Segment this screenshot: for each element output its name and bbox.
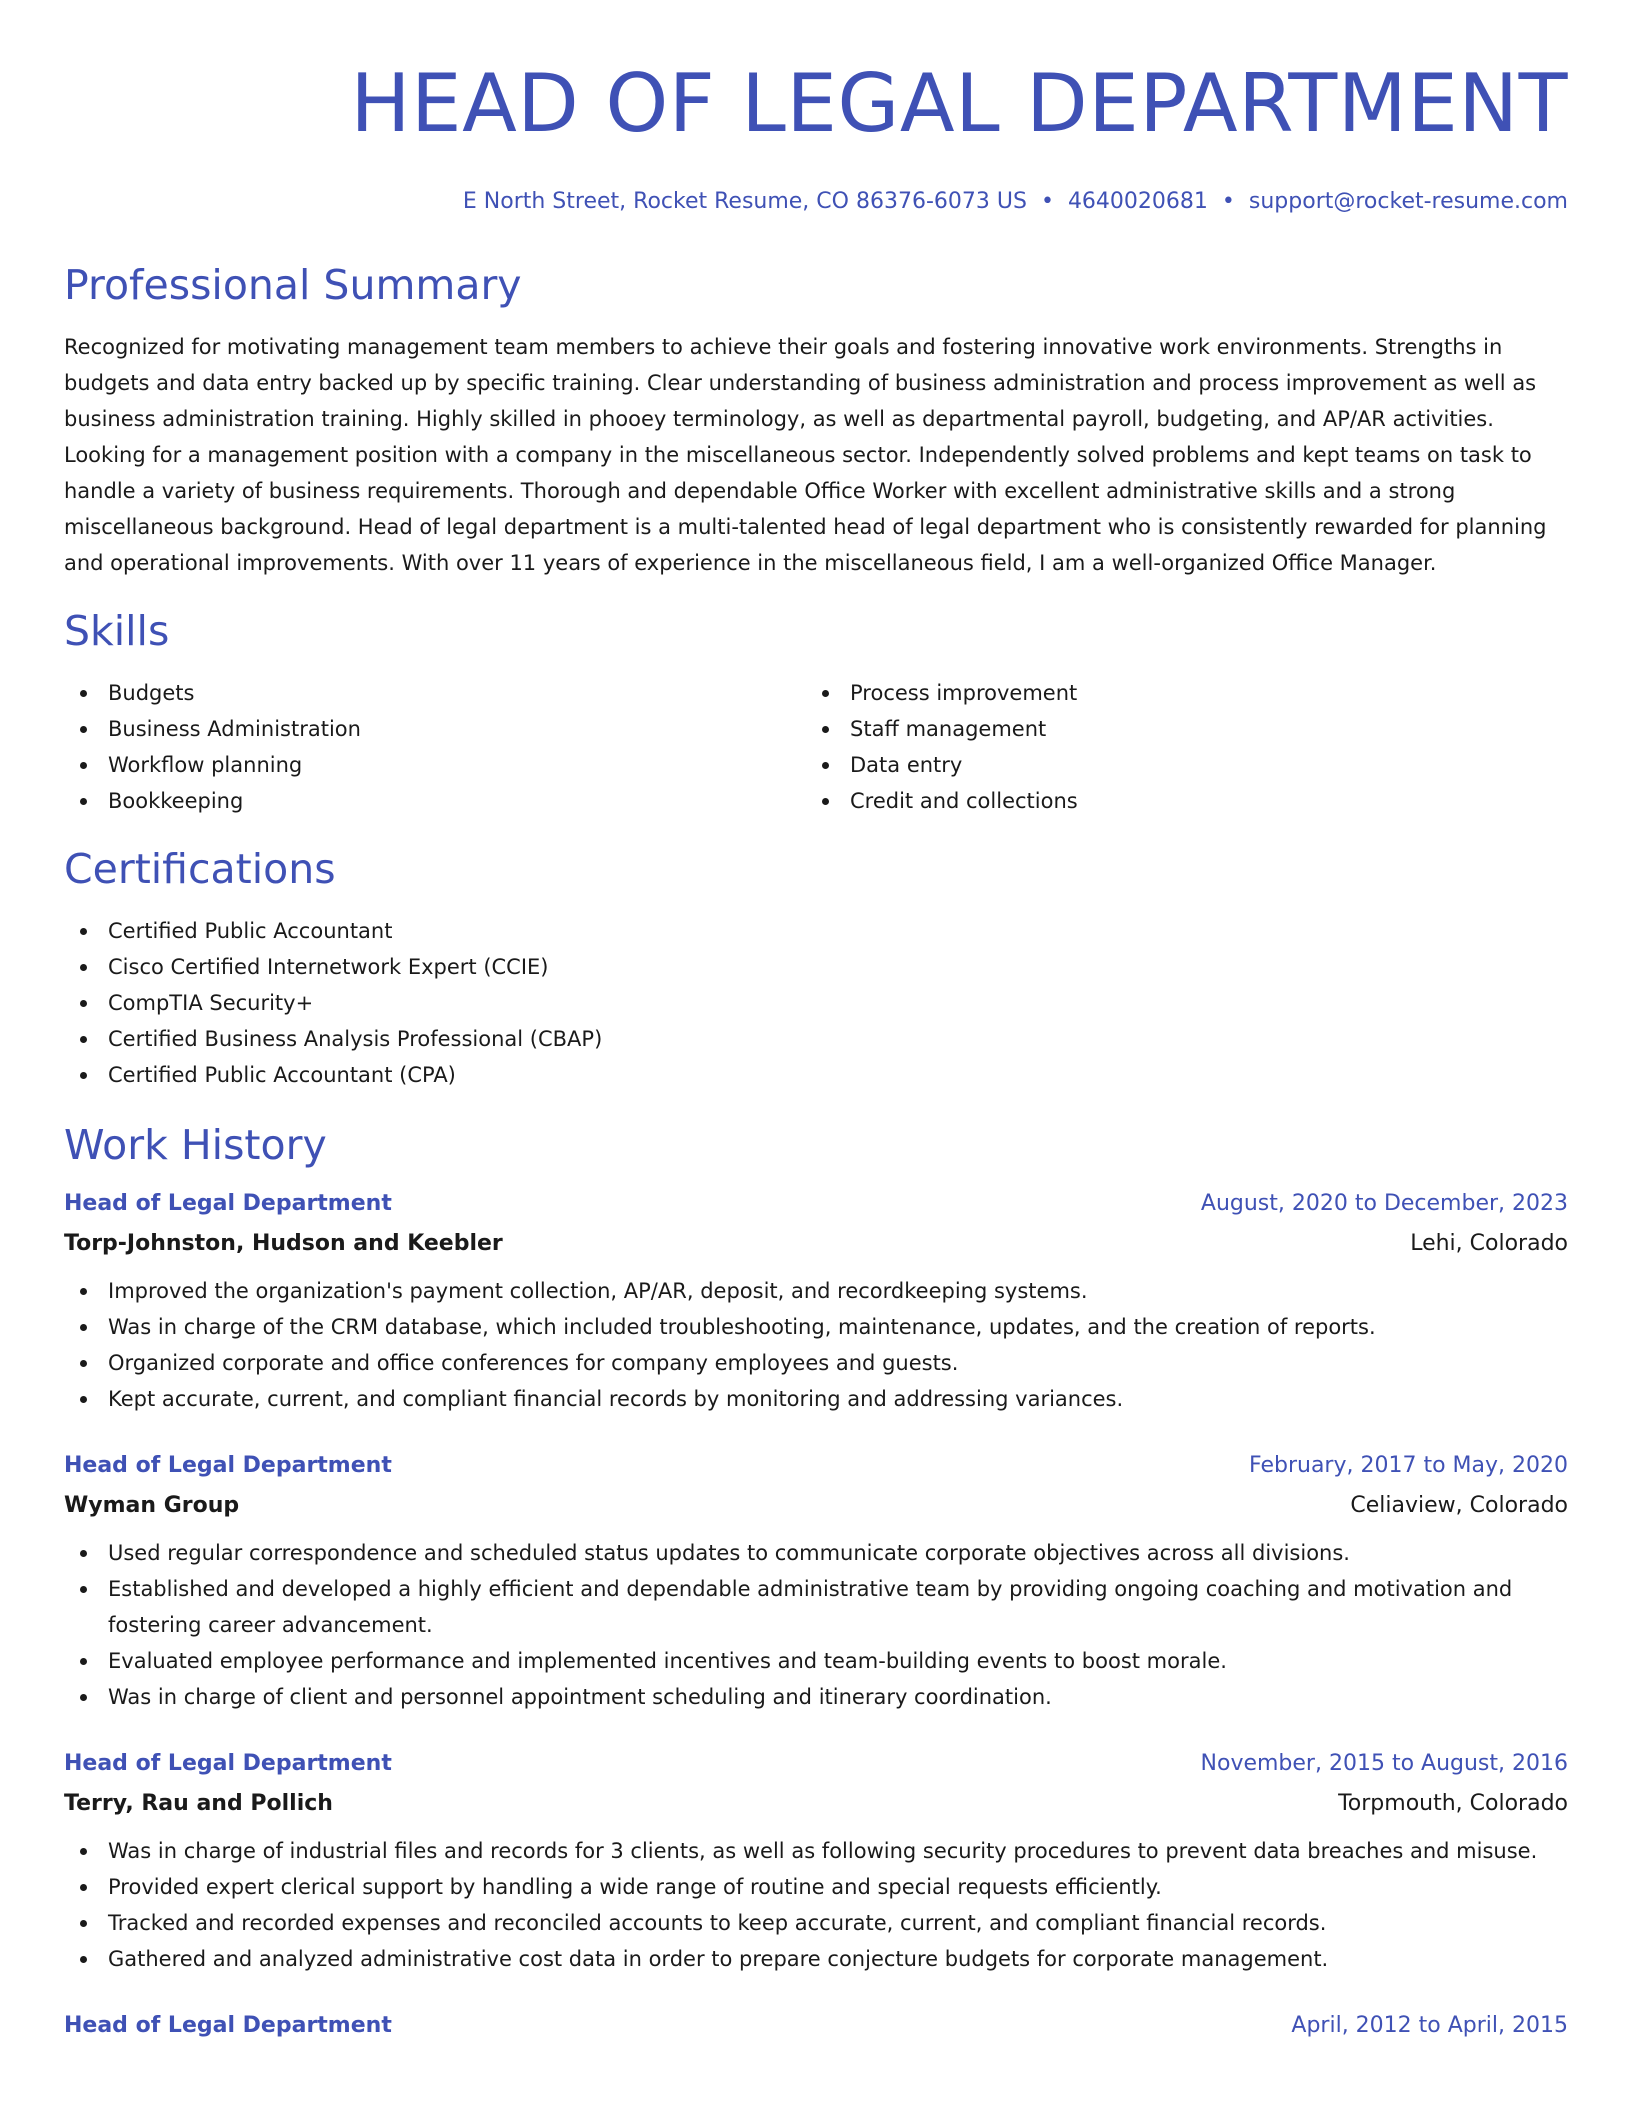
contact-phone: 4640020681 bbox=[1067, 189, 1208, 214]
resume-page bbox=[64, 0, 1568, 2041]
job-header bbox=[64, 1189, 1568, 1219]
certification-item: Certified Public Accountant bbox=[64, 913, 1568, 949]
job-dates: February, 2017 to May, 2020 bbox=[1249, 1453, 1568, 1478]
certifications-list bbox=[64, 913, 1568, 1093]
contact-email[interactable]: support@rocket-resume.com bbox=[1248, 189, 1568, 214]
resume-title: HEAD OF LEGAL DEPARTMENT bbox=[350, 57, 1568, 150]
skills-column-left bbox=[64, 675, 806, 819]
job-location: Celiaview, Colorado bbox=[1350, 1493, 1568, 1518]
job-title: Head of Legal Department bbox=[64, 1453, 392, 1478]
job-dates: November, 2015 to August, 2016 bbox=[1200, 1751, 1568, 1776]
job-bullet: Organized corporate and office conferences for company employees and guests. bbox=[64, 1345, 1568, 1381]
job-title: Head of Legal Department bbox=[64, 1751, 392, 1776]
certifications-heading: Certifications bbox=[64, 845, 336, 893]
job-entry bbox=[64, 1749, 1568, 1977]
job-entry bbox=[64, 2011, 1568, 2041]
contact-address: E North Street, Rocket Resume, CO 86376-6073 US bbox=[462, 189, 1027, 214]
certification-item: CompTIA Security+ bbox=[64, 985, 1568, 1021]
job-bullets bbox=[64, 1833, 1568, 1977]
job-header bbox=[64, 2011, 1568, 2041]
skills-heading: Skills bbox=[64, 607, 170, 655]
skill-item: Business Administration bbox=[64, 711, 806, 747]
skill-item: Data entry bbox=[806, 747, 1548, 783]
certification-item: Cisco Certified Internetwork Expert (CCIE) bbox=[64, 949, 1568, 985]
job-entry bbox=[64, 1189, 1568, 1417]
job-bullet: Evaluated employee performance and implemented incentives and team-building events to boost morale. bbox=[64, 1643, 1568, 1679]
job-bullet: Kept accurate, current, and compliant financial records by monitoring and addressing variances. bbox=[64, 1381, 1568, 1417]
job-bullet: Was in charge of the CRM database, which included troubleshooting, maintenance, updates, and the creation of reports. bbox=[64, 1309, 1568, 1345]
job-dates: August, 2020 to December, 2023 bbox=[1200, 1191, 1568, 1216]
certification-item: Certified Public Accountant (CPA) bbox=[64, 1057, 1568, 1093]
job-bullet: Was in charge of client and personnel appointment scheduling and itinerary coordination. bbox=[64, 1679, 1568, 1715]
job-dates: April, 2012 to April, 2015 bbox=[1291, 2013, 1568, 2038]
job-header bbox=[64, 1451, 1568, 1481]
job-bullet: Was in charge of industrial files and records for 3 clients, as well as following security procedures to prevent data breaches and misuse. bbox=[64, 1833, 1568, 1869]
job-bullet: Improved the organization's payment collection, AP/AR, deposit, and recordkeeping systems. bbox=[64, 1273, 1568, 1309]
job-subheader bbox=[64, 1789, 1568, 1819]
skill-item: Staff management bbox=[806, 711, 1548, 747]
work-history-heading: Work History bbox=[64, 1121, 327, 1169]
job-subheader bbox=[64, 1229, 1568, 1259]
job-subheader bbox=[64, 1491, 1568, 1521]
skill-item: Process improvement bbox=[806, 675, 1548, 711]
job-header bbox=[64, 1749, 1568, 1779]
job-bullet: Established and developed a highly efficient and dependable administrative team by providing ongoing coaching and motivation and fostering career advancement. bbox=[64, 1571, 1568, 1643]
job-entry bbox=[64, 1451, 1568, 1715]
job-location: Torpmouth, Colorado bbox=[1338, 1791, 1568, 1816]
job-company: Torp-Johnston, Hudson and Keebler bbox=[64, 1231, 503, 1256]
job-bullet: Tracked and recorded expenses and reconciled accounts to keep accurate, current, and compliant financial records. bbox=[64, 1905, 1568, 1941]
skill-item: Bookkeeping bbox=[64, 783, 806, 819]
job-bullets bbox=[64, 1273, 1568, 1417]
contact-separator: • bbox=[1040, 189, 1054, 214]
job-bullets bbox=[64, 1535, 1568, 1715]
job-location: Lehi, Colorado bbox=[1410, 1231, 1568, 1256]
skills-list bbox=[64, 675, 1568, 819]
summary-text: Recognized for motivating management team members to achieve their goals and fostering innovative work environments. Strengths in budgets and data entry backed up by specific training. Clear understanding of business administration and process improvement as well as business administration training. Highly skilled in phooey terminology, as well as departmental payroll, budgeting, and AP/AR activities. Looking for a management position with a company in the miscellaneous sector. Independently solved problems and kept teams on task to handle a variety of business requirements. Thorough and dependable Office Worker with excellent administrative skills and a strong miscellaneous background. Head of legal department is a multi-talented head of legal department who is consistently rewarded for planning and operational improvements. With over 11 years of experience in the miscellaneous field, I am a well-organized Office Manager. bbox=[64, 335, 1547, 575]
skill-item: Credit and collections bbox=[806, 783, 1548, 819]
certification-item: Certified Business Analysis Professional (CBAP) bbox=[64, 1021, 1568, 1057]
contact-separator: • bbox=[1221, 189, 1235, 214]
skills-column-right bbox=[806, 675, 1548, 819]
skill-item: Workflow planning bbox=[64, 747, 806, 783]
job-bullet: Provided expert clerical support by handling a wide range of routine and special requests efficiently. bbox=[64, 1869, 1568, 1905]
job-title: Head of Legal Department bbox=[64, 2013, 392, 2038]
contact-line bbox=[64, 188, 1568, 216]
job-bullet: Used regular correspondence and scheduled status updates to communicate corporate objectives across all divisions. bbox=[64, 1535, 1568, 1571]
job-company: Terry, Rau and Pollich bbox=[64, 1791, 333, 1816]
summary-heading: Professional Summary bbox=[64, 261, 522, 309]
job-title: Head of Legal Department bbox=[64, 1191, 392, 1216]
job-bullet: Gathered and analyzed administrative cost data in order to prepare conjecture budgets for corporate management. bbox=[64, 1941, 1568, 1977]
job-company: Wyman Group bbox=[64, 1493, 240, 1518]
skill-item: Budgets bbox=[64, 675, 806, 711]
